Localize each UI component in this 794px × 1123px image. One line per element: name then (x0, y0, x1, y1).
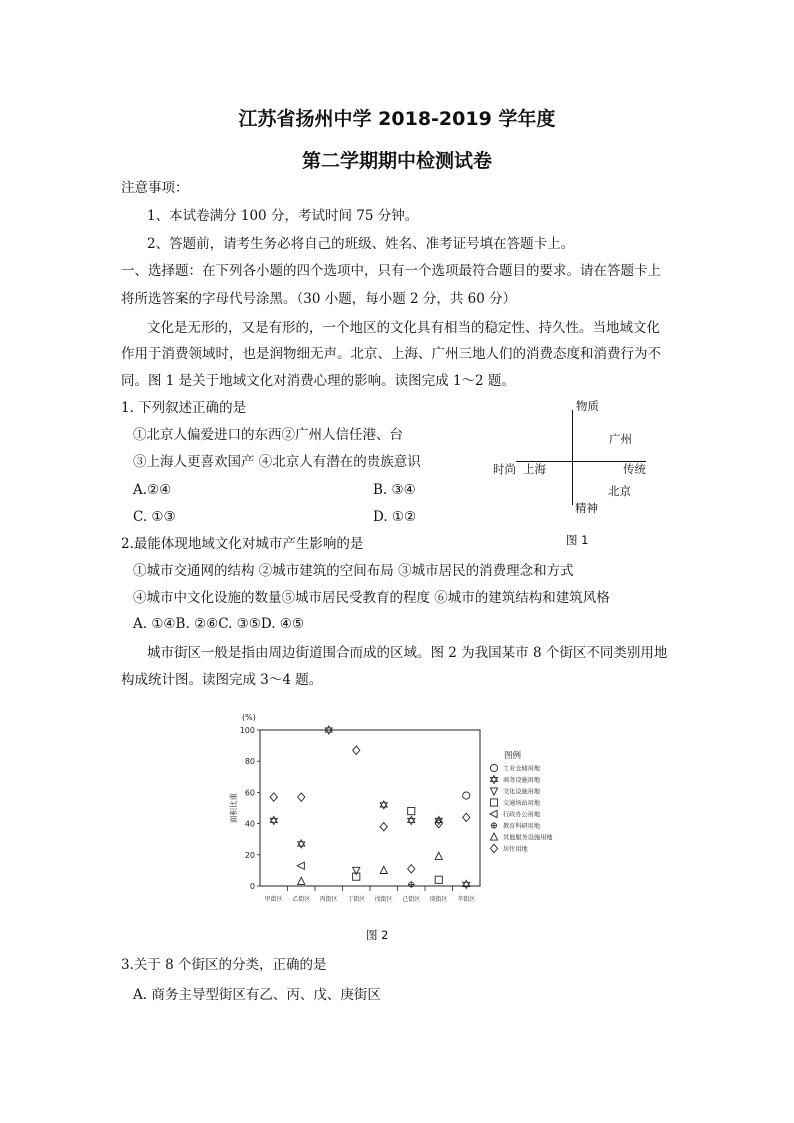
section-instruction-line-2: 将所选答案的字母代号涂黑。（30 小题，每小题 2 分，共 60 分） (121, 291, 517, 307)
exam-title: 江苏省扬州中学 2018-2019 学年度 (238, 108, 556, 130)
data-point (270, 793, 277, 801)
y-tick-label: 0 (249, 882, 255, 891)
passage2-line-1: 城市街区一般是指由周边街道围合而成的区域。图 2 为我国某市 8 个街区不同类别用地 (147, 645, 668, 661)
legend-entry: 行政办公用地 (503, 811, 541, 819)
data-point (297, 862, 304, 869)
legend-marker (490, 799, 497, 806)
legend-entry: 文化设施用地 (503, 788, 541, 796)
x-category-label: 己街区 (402, 896, 421, 903)
chart-legend (490, 764, 553, 853)
y-tick-label: 100 (239, 726, 255, 735)
figure-2-caption: 图 2 (366, 928, 389, 942)
data-point (380, 866, 387, 873)
question-1-stem: 1. 下列叙述正确的是 (121, 400, 247, 416)
data-point (270, 816, 277, 824)
data-point (298, 793, 305, 801)
data-point (435, 852, 442, 859)
y-tick-label: 60 (244, 788, 255, 798)
y-tick-label: 40 (244, 819, 255, 829)
passage2-line-2: 构成统计图。读图完成 3～4 题。 (121, 672, 323, 688)
data-point (380, 823, 387, 831)
question-1-option-a: A.②④ (133, 482, 172, 498)
legend-entry: 商务设施用地 (503, 777, 541, 784)
legend-marker (490, 788, 497, 795)
note-item-2: 2、答题前，请考生务必将自己的班级、姓名、准考证号填在答题卡上。 (147, 236, 575, 252)
question-1-statements-1: ①北京人偏爱进口的东西②广州人信任港、台 (133, 427, 403, 443)
legend-marker (490, 775, 497, 783)
x-category-label: 甲街区 (264, 896, 283, 903)
exam-subtitle: 第二学期期中检测试卷 (301, 150, 492, 172)
figure-1 (486, 394, 666, 554)
question-2-options: A. ①④B. ②⑥C. ③⑤D. ④⑤ (133, 616, 305, 632)
x-category-label: 乙街区 (292, 896, 311, 903)
question-2-stem: 2.最能体现地域文化对城市产生影响的是 (121, 536, 364, 552)
legend-marker (491, 822, 497, 828)
passage1-line-3: 同。图 1 是关于地域文化对消费心理的影响。读图完成 1～2 题。 (121, 373, 515, 389)
chart-legend-title: 图例 (504, 751, 522, 761)
legend-entry: 教育科研用地 (503, 823, 541, 830)
data-point (463, 813, 470, 821)
passage1-line-1: 文化是无形的，又是有形的，一个地区的文化具有相当的稳定性、持久性。当地域文化 (147, 320, 660, 336)
data-point (408, 881, 414, 887)
legend-marker (490, 810, 497, 817)
notes-heading: 注意事项： (121, 180, 189, 196)
data-point (435, 876, 442, 883)
x-category-label: 戊街区 (374, 896, 393, 903)
legend-marker (490, 844, 497, 852)
figure-1-city-beijing: 北京 (608, 484, 631, 498)
y-tick-label: 20 (244, 850, 255, 860)
figure-2-chart (228, 706, 568, 918)
legend-entry: 交通场站用地 (503, 800, 541, 807)
x-category-label: 丙街区 (319, 896, 338, 903)
figure-1-caption: 图 1 (566, 533, 589, 547)
x-category-label: 辛街区 (457, 896, 476, 903)
data-point (463, 792, 470, 799)
data-point (380, 801, 387, 809)
question-1-option-b: B. ③④ (373, 482, 416, 498)
chart-x-categories (265, 886, 476, 903)
data-point (435, 816, 442, 824)
note-item-1: 1、本试卷满分 100 分，考试时间 75 分钟。 (147, 208, 419, 224)
chart-points (270, 726, 470, 889)
chart-unit-label: (%) (242, 713, 256, 722)
passage1-line-2: 作用于消费领域时，也是润物细无声。北京、上海、广州三地人们的消费态度和消费行为不 (121, 346, 661, 362)
legend-entry: 工业仓储用地 (503, 765, 541, 773)
chart-y-ticks (240, 726, 260, 891)
x-category-label: 庚街区 (429, 896, 448, 903)
legend-marker (490, 833, 497, 840)
question-3-option-a: A. 商务主导型街区有乙、丙、戊、庚街区 (133, 987, 381, 1003)
figure-1-city-shanghai: 上海 (523, 462, 546, 476)
chart-plot-frame (260, 730, 480, 886)
y-tick-label: 80 (244, 757, 255, 767)
figure-1-label-bottom: 精神 (575, 501, 598, 515)
section-instruction-line-1: 一、选择题：在下列各小题的四个选项中，只有一个选项最符合题目的要求。请在答题卡上 (121, 263, 661, 279)
legend-marker (490, 764, 497, 771)
legend-entry: 居住用地 (503, 846, 528, 853)
figure-1-label-left: 时尚 (493, 462, 516, 476)
data-point (298, 840, 305, 848)
chart-y-axis-label: 面积比重 (229, 793, 238, 823)
question-1-statements-2: ③上海人更喜欢国产 ④北京人有潜在的贵族意识 (133, 454, 421, 470)
legend-entry: 其他服务设施用地 (503, 834, 553, 842)
figure-1-label-right: 传统 (623, 462, 646, 476)
data-point (408, 865, 415, 873)
question-1-option-d: D. ①② (373, 509, 417, 525)
data-point (353, 746, 360, 754)
data-point (463, 880, 470, 888)
figure-1-vertical-axis (572, 410, 573, 505)
question-3-stem: 3.关于 8 个街区的分类，正确的是 (121, 957, 327, 973)
data-point (298, 877, 305, 884)
question-1-option-c: C. ①③ (133, 509, 176, 525)
data-point (408, 808, 415, 815)
question-2-statements-1: ①城市交通网的结构 ②城市建筑的空间布局 ③城市居民的消费理念和方式 (133, 563, 574, 579)
data-point (408, 816, 415, 824)
question-2-statements-2: ④城市中文化设施的数量⑤城市居民受教育的程度 ⑥城市的建筑结构和建筑风格 (133, 590, 610, 606)
x-category-label: 丁街区 (347, 896, 366, 903)
figure-1-city-guangzhou: 广州 (609, 432, 632, 446)
figure-1-label-top: 物质 (576, 399, 599, 413)
